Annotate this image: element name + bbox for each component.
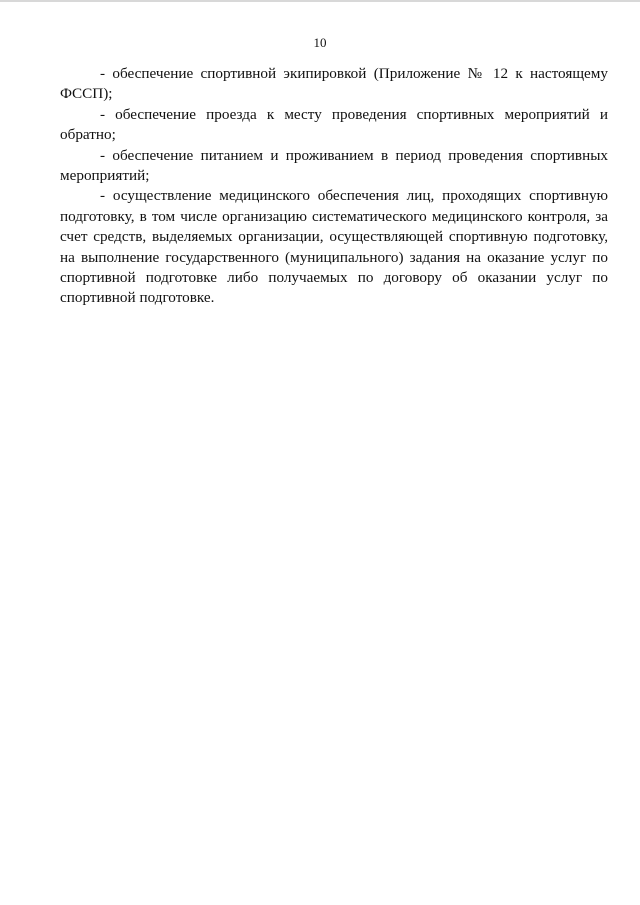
document-body: [60, 64, 608, 309]
paragraph-medical-support: - осуществление медицинского обеспечения лиц, проходящих спортивную подготовку, в том числе организацию систематического медицинского контроля, за счет средств, выделяемых организации, осуществляющей спортивную подготовку, на выполнение государственного (муниципального) задания на оказание услуг по спортивной подготовке либо получаемых по договору об оказании услуг по спортивной подготовке.: [60, 187, 608, 307]
paragraph-travel: - обеспечение проезда к месту проведения спортивных мероприятий и обратно;: [60, 105, 608, 144]
page-top-edge: [0, 0, 640, 2]
paragraph-meals-accommodation: - обеспечение питанием и проживанием в период проведения спортивных мероприятий;: [60, 146, 608, 185]
page-number: 10: [313, 35, 327, 50]
paragraph-sport-equipment: - обеспечение спортивной экипировкой (Приложение № 12 к настоящему ФССП);: [60, 65, 608, 103]
